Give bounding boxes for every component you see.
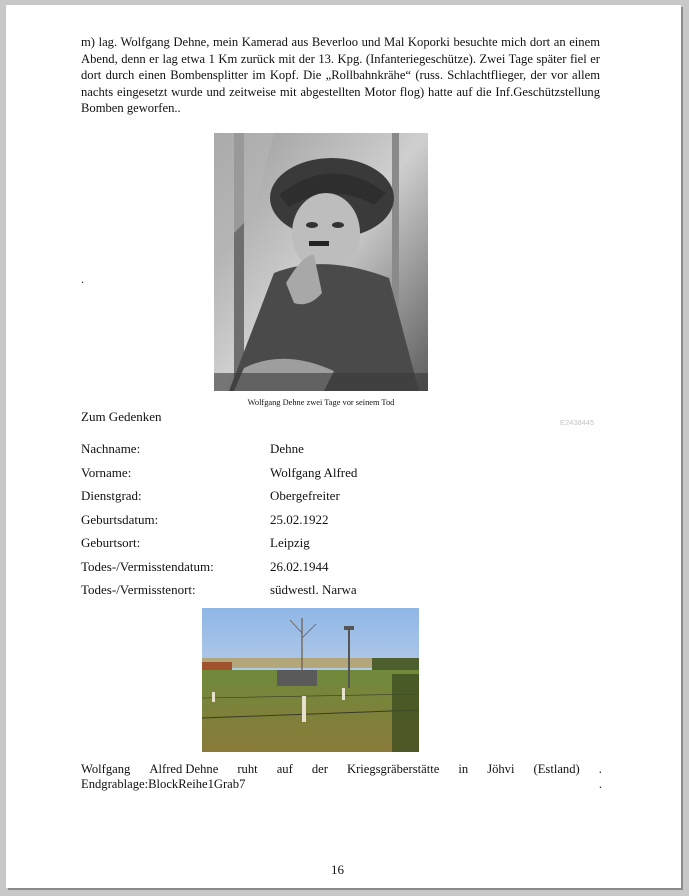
field-row-dienstgrad bbox=[81, 488, 601, 508]
field-row-todesdatum bbox=[81, 559, 601, 579]
field-value: südwestl. Narwa bbox=[270, 582, 357, 597]
portrait-photo bbox=[214, 133, 428, 391]
burial-word: in bbox=[458, 762, 469, 776]
field-label: Geburtsort: bbox=[81, 535, 141, 550]
burial-word: auf bbox=[276, 762, 293, 776]
burial-word: Wolfgang bbox=[81, 762, 131, 776]
stray-dot: . bbox=[81, 272, 84, 286]
burial-word: Jöhvi bbox=[487, 762, 515, 776]
field-value: 25.02.1922 bbox=[270, 511, 329, 527]
field-row-nachname bbox=[81, 441, 601, 461]
field-value: Leipzig bbox=[270, 535, 310, 550]
field-label: Nachname: bbox=[81, 441, 141, 456]
portrait-photo-image bbox=[214, 133, 428, 391]
field-label: Dienstgrad: bbox=[81, 488, 142, 503]
page-number: 16 bbox=[331, 862, 344, 877]
field-label: Todes-/Vermisstenort: bbox=[81, 582, 196, 597]
field-value: Dehne bbox=[270, 441, 304, 456]
field-value: Wolfgang Alfred bbox=[270, 464, 358, 480]
intro-paragraph: m) lag. Wolfgang Dehne, mein Kamerad aus Beverloo und Mal Koporki besuchte mich dort an einem Abend, denn er lag etwa 1 Km zurück mit der 13. Kpg. (Infanteriegeschütze). Zwei Tage später fiel er dort durch einen Bombensplitter im Kopf. Die „Rollbahnkrähe“ (russ. Schlachtflieger, der vor allem nachts eingesetzt wurde und zeitweise mit abgestellten Motor flog) hatte auf die Inf.Geschützstellung Bomben geworfen.. bbox=[81, 35, 600, 115]
burial-word: (Estland) bbox=[533, 762, 580, 776]
burial-text bbox=[81, 762, 602, 791]
photo-caption: Wolfgang Dehne zwei Tage vor seinem Tod bbox=[247, 398, 395, 407]
memorial-heading: Zum Gedenken bbox=[81, 409, 162, 424]
burial-word: . bbox=[598, 762, 602, 776]
burial-word: Kriegsgräberstätte bbox=[346, 762, 440, 776]
burial-word: ruht bbox=[237, 762, 258, 776]
field-label: Geburtsdatum: bbox=[81, 511, 159, 527]
field-label: Vorname: bbox=[81, 464, 132, 480]
burial-word: der bbox=[311, 762, 328, 776]
field-row-todesort bbox=[81, 582, 601, 602]
field-value: 26.02.1944 bbox=[270, 558, 329, 574]
field-label: Todes-/Vermisstendatum: bbox=[81, 558, 214, 574]
field-row-vorname bbox=[81, 465, 601, 485]
cemetery-photo bbox=[202, 608, 419, 752]
burial-line bbox=[81, 762, 602, 777]
trailing-dot: . bbox=[598, 776, 602, 791]
burial-word: Alfred Dehne bbox=[149, 762, 219, 776]
field-value: Obergefreiter bbox=[270, 488, 340, 503]
grave-location: Endgrablage:BlockReihe1Grab7 bbox=[81, 776, 246, 791]
watermark-code: E2438445 bbox=[560, 418, 595, 427]
field-row-geburtsdatum bbox=[81, 512, 601, 532]
field-row-geburtsort bbox=[81, 535, 601, 555]
cemetery-photo-image bbox=[202, 608, 419, 752]
grave-line bbox=[81, 777, 602, 792]
